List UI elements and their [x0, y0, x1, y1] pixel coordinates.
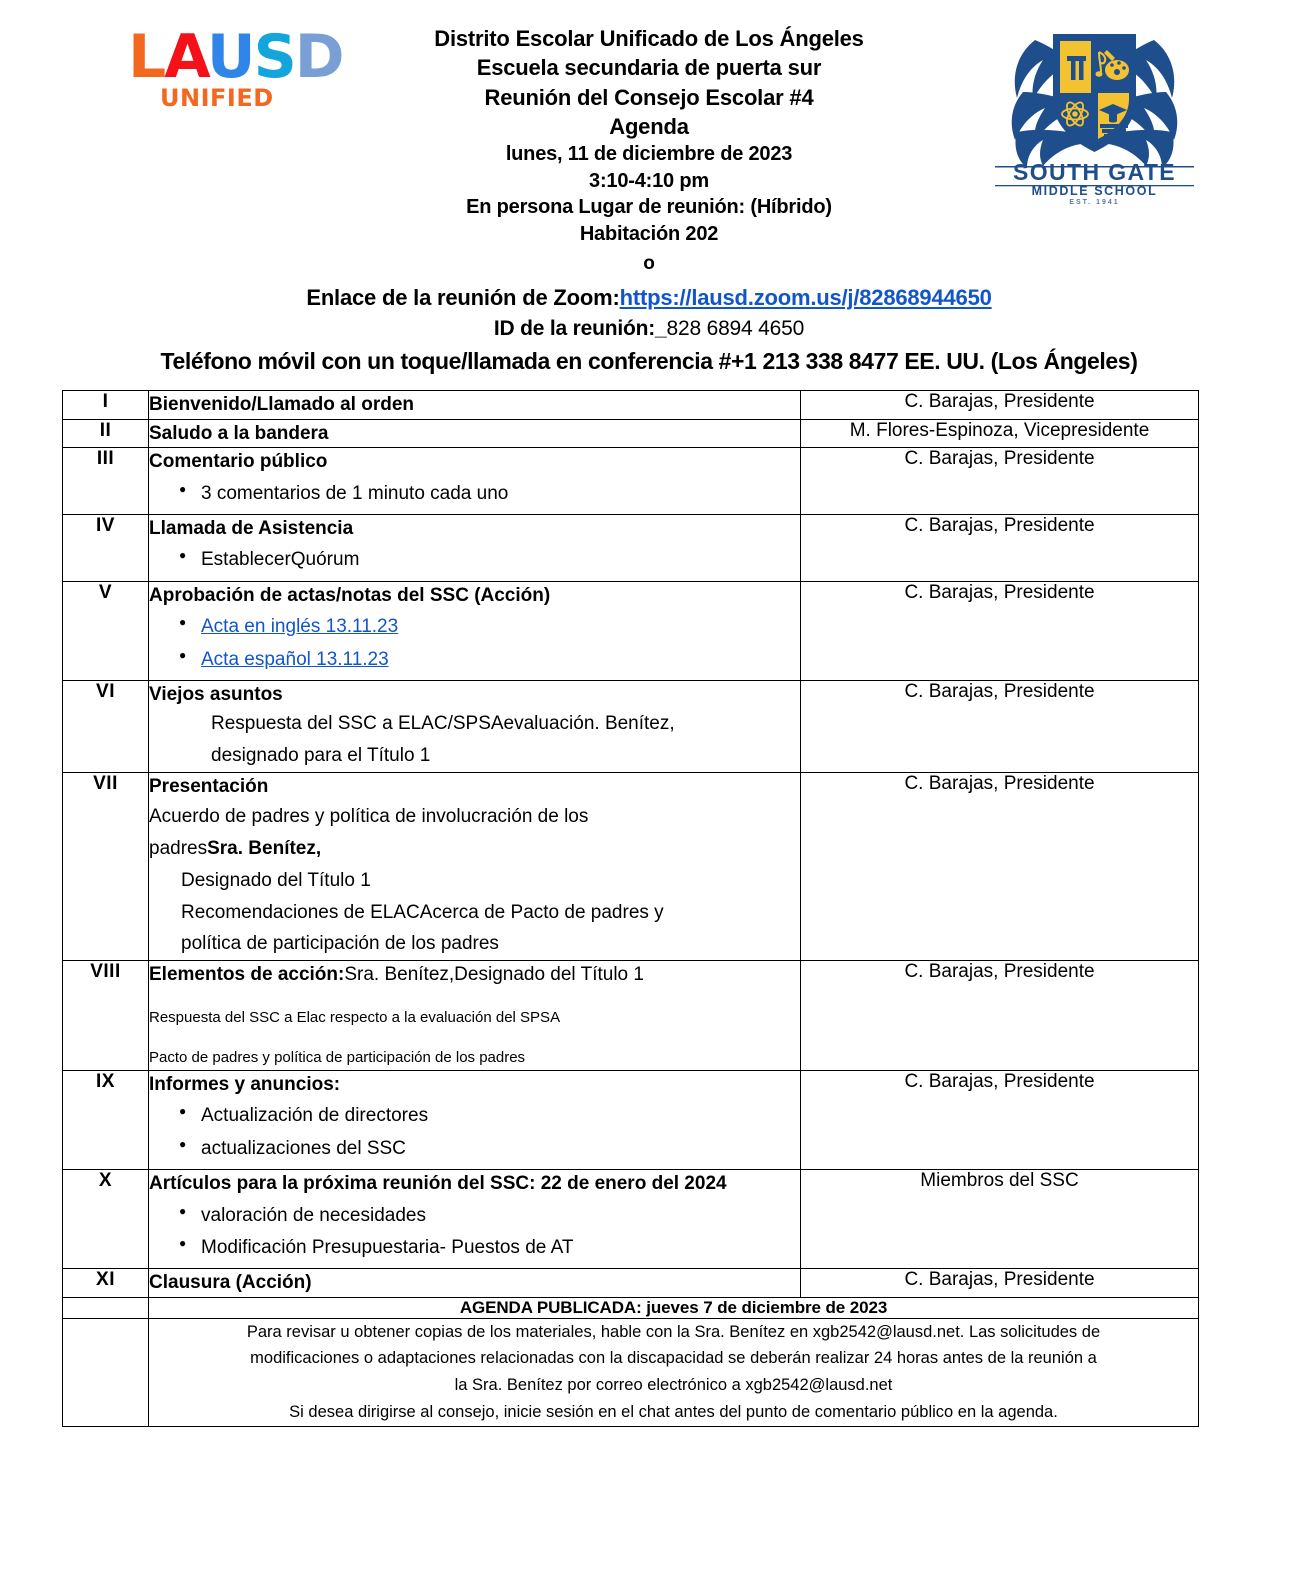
item-title: Llamada de Asistencia	[149, 517, 354, 539]
lausd-letter-l: L	[128, 22, 165, 92]
document-header	[0, 0, 1298, 390]
item-title: Presentación	[149, 776, 269, 798]
item-subline: Designado del Título 1	[181, 869, 371, 891]
item-bullet-list	[149, 478, 800, 510]
document-type: Agenda	[609, 113, 689, 139]
item-title: Comentario público	[149, 451, 328, 473]
meeting-id-label: ID de la reunión:_	[493, 316, 667, 340]
item-responsible: C. Barajas, Presidente	[801, 514, 1199, 581]
meeting-id-row	[0, 315, 1298, 343]
lausd-letter-u: U	[206, 22, 254, 92]
list-item: ● Modificación Presupuestaria- Puestos de AT	[201, 1232, 800, 1264]
item-subline: Recomendaciones de ELACAcerca de Pacto de padres y	[181, 901, 664, 923]
list-item: ● valoración de necesidades	[201, 1200, 800, 1232]
table-row	[63, 680, 1199, 772]
empty-cell	[63, 1297, 149, 1318]
item-small-line: Pacto de padres y política de participación de los padres	[149, 1049, 526, 1067]
item-title-normal: Sra. Benítez,Designado del Título 1	[344, 964, 644, 986]
table-row	[63, 514, 1199, 581]
item-title: Bienvenido/Llamado al orden	[149, 394, 414, 415]
item-subline: Acuerdo de padres y política de involucración de los	[149, 805, 589, 827]
zoom-meeting-link[interactable]: https://lausd.zoom.us/j/82868944650	[619, 284, 992, 310]
table-row	[63, 448, 1199, 515]
table-row	[63, 961, 1199, 1071]
notice-line: modificaciones o adaptaciones relacionadas con la discapacidad se deberán realizar 24 horas antes de la reunión a	[250, 1349, 1097, 1368]
item-title-bold: Elementos de acción:	[149, 964, 345, 986]
notice-line: Para revisar u obtener copias de los materiales, hable con la Sra. Benítez en xgb2542@lausd.net. Las solicitudes de	[246, 1322, 1101, 1341]
lausd-letter-s: S	[253, 22, 295, 92]
item-content	[149, 581, 801, 680]
lausd-letter-a: A	[164, 22, 207, 92]
dial-in-phone: Teléfono móvil con un toque/llamada en conferencia #+1 213 338 8477 EE. UU. (Los Ángeles)	[160, 347, 1138, 374]
table-row	[63, 581, 1199, 680]
table-row	[63, 391, 1199, 420]
school-established: EST. 1941	[1069, 199, 1120, 204]
item-bullet-list	[149, 1200, 800, 1265]
item-content	[149, 448, 801, 515]
item-responsible: C. Barajas, Presidente	[801, 1070, 1199, 1169]
table-row	[63, 773, 1199, 961]
empty-cell	[63, 1318, 149, 1426]
district-name: Distrito Escolar Unificado de Los Ángeles	[434, 26, 864, 51]
item-content	[149, 419, 801, 448]
meeting-title: Reunión del Consejo Escolar #4	[484, 84, 814, 110]
list-item: ● actualizaciones del SSC	[201, 1133, 800, 1165]
item-subline: designado para el Título 1	[211, 745, 431, 767]
list-item: ● 3 comentarios de 1 minuto cada uno	[201, 478, 800, 510]
item-number: VII	[63, 773, 149, 961]
item-number: I	[63, 391, 149, 420]
meeting-room: Habitación 202	[579, 222, 719, 245]
meeting-time: 3:10-4:10 pm	[589, 169, 709, 192]
item-responsible: C. Barajas, Presidente	[801, 1269, 1199, 1298]
zoom-link-row	[0, 283, 1298, 312]
notice-line: la Sra. Benítez por correo electrónico a xgb2542@lausd.net	[454, 1376, 893, 1395]
item-title: Clausura (Acción)	[149, 1272, 312, 1294]
item-content	[149, 514, 801, 581]
item-number: II	[63, 419, 149, 448]
item-content	[149, 773, 801, 961]
item-content	[149, 1269, 801, 1298]
subline-normal-part: padres	[149, 837, 208, 859]
item-content	[149, 680, 801, 772]
table-row	[63, 1269, 1199, 1298]
list-item	[201, 611, 800, 643]
item-small-line: Respuesta del SSC a Elac respecto a la evaluación del SPSA	[149, 1008, 561, 1026]
minutes-english-link[interactable]: Acta en inglés 13.11.23	[201, 616, 399, 638]
list-item: ● Actualización de directores	[201, 1100, 800, 1132]
item-responsible: Miembros del SSC	[801, 1170, 1199, 1269]
table-row	[63, 419, 1199, 448]
list-item: ● EstablecerQuórum	[201, 544, 800, 576]
subline-bold-part: Sra. Benítez,	[207, 837, 322, 859]
school-name: Escuela secundaria de puerta sur	[476, 55, 822, 81]
item-responsible: C. Barajas, Presidente	[801, 391, 1199, 420]
meeting-date: lunes, 11 de diciembre de 2023	[505, 143, 793, 165]
item-content	[149, 1070, 801, 1169]
notice-line: Si desea dirigirse al consejo, inicie sesión en el chat antes del punto de comentario público en la agenda.	[289, 1402, 1058, 1421]
school-name-line1: SOUTH GATE	[1012, 159, 1177, 185]
item-number: IX	[63, 1070, 149, 1169]
agenda-published-date: AGENDA PUBLICADA: jueves 7 de diciembre de 2023	[149, 1297, 1199, 1318]
item-title: Artículos para la próxima reunión del SSC: 22 de enero del 2024	[149, 1173, 727, 1195]
item-subline: Respuesta del SSC a ELAC/SPSAevaluación. Benítez,	[211, 713, 675, 735]
item-number: VI	[63, 680, 149, 772]
agenda-table	[62, 390, 1199, 1427]
item-responsible: C. Barajas, Presidente	[801, 581, 1199, 680]
minutes-spanish-link[interactable]: Acta español 13.11.23	[201, 648, 389, 670]
accessibility-notice	[149, 1318, 1199, 1426]
item-title: Aprobación de actas/notas del SSC (Acción)	[149, 584, 551, 606]
item-responsible: C. Barajas, Presidente	[801, 680, 1199, 772]
item-number: X	[63, 1170, 149, 1269]
item-link-list	[149, 611, 800, 676]
item-content	[149, 961, 801, 1071]
item-title: Informes y anuncios:	[149, 1073, 341, 1095]
item-subline-mixed	[149, 833, 800, 865]
item-content	[149, 1170, 801, 1269]
or-separator: o	[643, 253, 655, 275]
table-row	[63, 1170, 1199, 1269]
item-number: V	[63, 581, 149, 680]
item-title: Viejos asuntos	[149, 683, 283, 705]
zoom-link-label: Enlace de la reunión de Zoom:	[306, 284, 620, 310]
item-number: IV	[63, 514, 149, 581]
item-responsible: M. Flores-Espinoza, Vicepresidente	[801, 419, 1199, 448]
lausd-unified-text: UNIFIED	[160, 84, 274, 112]
table-row-notice	[63, 1318, 1199, 1426]
item-title: Saludo a la bandera	[149, 422, 329, 444]
item-responsible: C. Barajas, Presidente	[801, 448, 1199, 515]
list-item	[201, 644, 800, 676]
item-responsible: C. Barajas, Presidente	[801, 961, 1199, 1071]
meeting-id-value: 828 6894 4650	[666, 316, 805, 340]
item-title	[149, 961, 800, 989]
item-responsible: C. Barajas, Presidente	[801, 773, 1199, 961]
item-number: VIII	[63, 961, 149, 1071]
item-subline: política de participación de los padres	[181, 933, 499, 955]
item-number: XI	[63, 1269, 149, 1298]
table-row	[63, 1070, 1199, 1169]
table-row-published	[63, 1297, 1199, 1318]
item-content	[149, 391, 801, 420]
item-bullet-list	[149, 1100, 800, 1165]
item-number: III	[63, 448, 149, 515]
school-name-line2: MIDDLE SCHOOL	[1031, 184, 1158, 198]
meeting-location: En persona Lugar de reunión: (Híbrido)	[466, 196, 832, 219]
item-bullet-list	[149, 544, 800, 576]
lausd-letter-d: D	[294, 22, 343, 92]
header-text-block	[0, 24, 1298, 376]
